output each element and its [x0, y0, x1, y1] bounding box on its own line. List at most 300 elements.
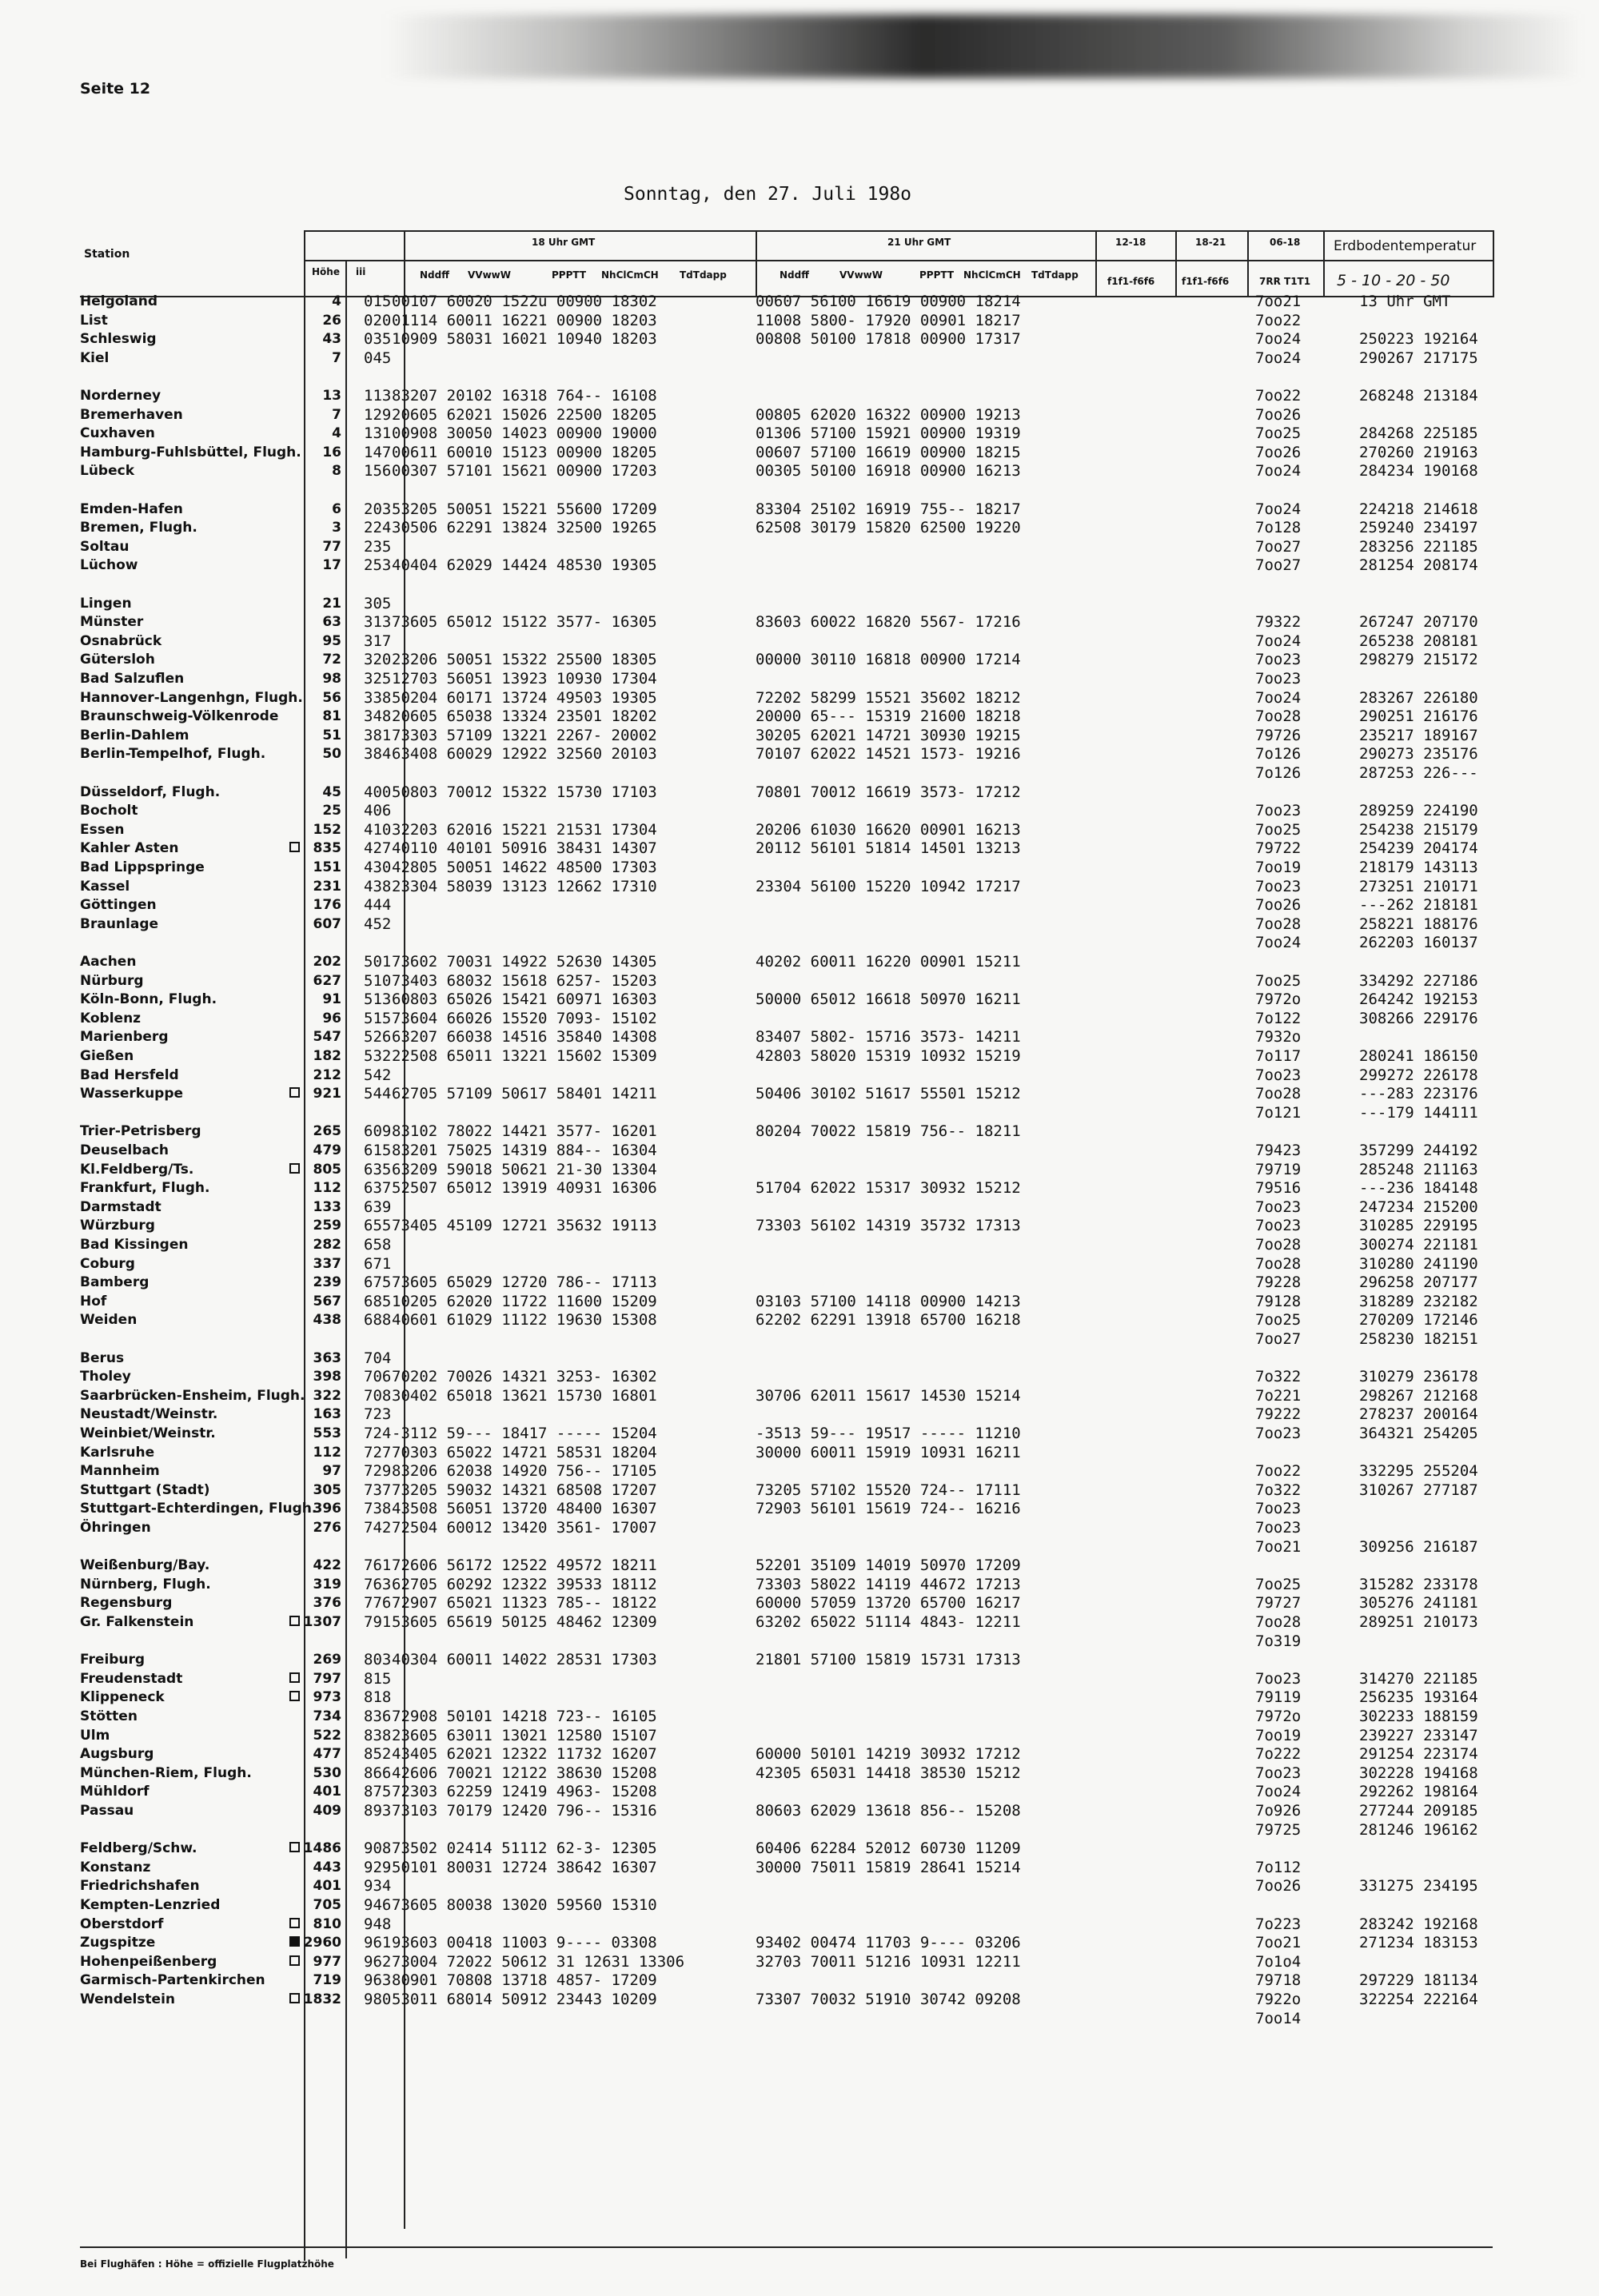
station-name: Friedrichshafen — [80, 1878, 200, 1895]
obs-21-gmt: 20000 65--- 15319 21600 18218 — [756, 708, 1021, 726]
group-12-18: 79719 — [1255, 1160, 1302, 1178]
station-height: 43 — [322, 331, 341, 348]
group-12-18: 7o223 — [1255, 1915, 1302, 1933]
station-id: 381 — [364, 726, 392, 744]
group-12-18: 7oo27 — [1255, 556, 1302, 575]
soil-temperature: 281254 208174 — [1359, 556, 1478, 575]
station-id: 727 — [364, 1443, 392, 1461]
obs-18-gmt: 63408 60029 12922 32560 20103 — [392, 745, 657, 763]
station-name: Bremen, Flugh. — [80, 520, 197, 536]
soil-temperature: ---262 218181 — [1359, 896, 1478, 915]
station-name: Nürnberg, Flugh. — [80, 1576, 211, 1592]
obs-18-gmt: 50204 60171 13724 49503 19305 — [392, 688, 657, 707]
station-name: Berus — [80, 1349, 125, 1366]
soil-temperature: 283242 192168 — [1359, 1915, 1478, 1933]
station-name: Konstanz — [80, 1859, 151, 1875]
obs-21-gmt: 00305 50100 16918 00900 16213 — [756, 462, 1021, 480]
header-21-col1: Nddff — [780, 269, 809, 281]
obs-18-gmt: 73303 57109 13221 2267- 20002 — [392, 726, 657, 744]
station-name: Tholey — [80, 1369, 131, 1385]
station-id: 147 — [364, 443, 392, 461]
station-id: 513 — [364, 991, 392, 1009]
station-name: Cuxhaven — [80, 425, 155, 442]
station-height: 479 — [313, 1142, 341, 1158]
station-id: 510 — [364, 971, 392, 990]
obs-18-gmt: 23206 50051 15322 25500 18305 — [392, 651, 657, 669]
station-height: 96 — [322, 1010, 341, 1026]
mountain-station-box-icon — [289, 1936, 300, 1947]
station-height: 182 — [313, 1048, 341, 1064]
soil-temperature: 308266 229176 — [1359, 1009, 1478, 1027]
table-row — [80, 1991, 1599, 2008]
table-row — [80, 1198, 1599, 1216]
station-name: List — [80, 312, 108, 329]
obs-21-gmt: 30205 62021 14721 30930 19215 — [756, 726, 1021, 744]
obs-18-gmt: 73605 65029 12720 786-- 17113 — [392, 1274, 657, 1292]
header-18-col3: PPPTT — [552, 269, 587, 281]
station-height: 56 — [322, 689, 341, 706]
station-height: 337 — [313, 1255, 341, 1272]
station-height: 63 — [322, 614, 341, 631]
station-id: 836 — [364, 1708, 392, 1725]
obs-18-gmt: 30402 65018 13621 15730 16801 — [392, 1386, 657, 1405]
station-height: 239 — [313, 1274, 341, 1291]
station-height: 112 — [313, 1444, 341, 1461]
station-height: 522 — [313, 1727, 341, 1744]
table-row — [80, 1387, 1599, 1405]
group-12-18: 7972o — [1255, 1708, 1302, 1725]
obs-18-gmt: 00611 60010 15123 00900 18205 — [392, 443, 657, 461]
group-12-18: 7oo27 — [1255, 1330, 1302, 1348]
table-row — [80, 896, 1599, 914]
group-12-18: 7oo23 — [1255, 877, 1302, 895]
group-12-18: 7oo28 — [1255, 708, 1302, 726]
station-name: Kahler Asten — [80, 840, 179, 857]
obs-21-gmt: 60000 57059 13720 65700 16217 — [756, 1594, 1021, 1612]
obs-21-gmt: 73303 58022 14119 44672 17213 — [756, 1575, 1021, 1593]
group-12-18: 7oo24 — [1255, 1783, 1302, 1801]
station-height: 409 — [313, 1803, 341, 1819]
group-12-18: 7oo23 — [1255, 1198, 1302, 1216]
obs-18-gmt: 01114 60011 16221 00900 18203 — [392, 311, 657, 329]
obs-18-gmt: 40304 60011 14022 28531 17303 — [392, 1651, 657, 1669]
station-name: Lüchow — [80, 557, 138, 574]
obs-18-gmt: 43508 56051 13720 48400 16307 — [392, 1500, 657, 1518]
station-id: 761 — [364, 1557, 392, 1575]
obs-18-gmt: 73605 80038 13020 59560 15310 — [392, 1896, 657, 1914]
station-id: 704 — [364, 1349, 392, 1367]
group-12-18: 7oo24 — [1255, 349, 1302, 367]
station-name: Stuttgart-Echterdingen, Flugh. — [80, 1501, 317, 1517]
station-id: 658 — [364, 1236, 392, 1254]
soil-temperature: 268248 213184 — [1359, 387, 1478, 405]
soil-temperature: 357299 244192 — [1359, 1142, 1478, 1159]
table-row — [80, 1236, 1599, 1254]
mountain-station-box-icon — [289, 1918, 300, 1928]
station-id: 609 — [364, 1122, 392, 1141]
group-12-18: 7o112 — [1255, 1858, 1302, 1876]
group-12-18: 79718 — [1255, 1971, 1302, 1990]
group-12-18: 79228 — [1255, 1274, 1302, 1292]
obs-18-gmt: 00307 57101 15621 00900 17203 — [392, 462, 657, 480]
station-height: 91 — [322, 991, 341, 1008]
table-row — [80, 783, 1599, 801]
station-name: Neustadt/Weinstr. — [80, 1406, 218, 1423]
table-row — [80, 1500, 1599, 1517]
station-id: 430 — [364, 859, 392, 876]
table-row — [80, 556, 1599, 574]
station-name: Münster — [80, 614, 144, 631]
group-12-18: 79128 — [1255, 1292, 1302, 1310]
station-id: 203 — [364, 500, 392, 518]
obs-18-gmt: 73605 65012 15122 3577- 16305 — [392, 613, 657, 632]
obs-21-gmt: 03103 57100 14118 00900 14213 — [756, 1292, 1021, 1310]
obs-18-gmt: 20605 62021 15026 22500 18205 — [392, 405, 657, 424]
soil-temperature: 287253 226--- — [1359, 764, 1478, 782]
station-id: 045 — [364, 349, 392, 367]
station-height: 835 — [313, 840, 341, 857]
station-name: Augsburg — [80, 1746, 154, 1763]
soil-temperature: 296258 207177 — [1359, 1274, 1478, 1292]
group-12-18: 7oo24 — [1255, 330, 1302, 349]
station-height: 202 — [313, 954, 341, 970]
soil-temperature: 273251 210171 — [1359, 877, 1478, 895]
soil-temperature: 289251 210173 — [1359, 1613, 1478, 1631]
station-name: Kempten-Lenzried — [80, 1897, 221, 1913]
group-12-18: 7o126 — [1255, 745, 1302, 763]
station-height: 363 — [313, 1349, 341, 1366]
table-row — [80, 1576, 1599, 1593]
station-id: 325 — [364, 670, 392, 688]
table-row — [80, 1311, 1599, 1329]
station-id: 427 — [364, 839, 392, 858]
station-height: 269 — [313, 1652, 341, 1668]
station-id: 035 — [364, 330, 392, 349]
obs-21-gmt: 23304 56100 15220 10942 17217 — [756, 877, 1021, 895]
station-id: 852 — [364, 1745, 392, 1764]
table-row — [80, 915, 1599, 933]
station-height: 477 — [313, 1746, 341, 1763]
soil-temperature: 280241 186150 — [1359, 1047, 1478, 1065]
table-row — [80, 1047, 1599, 1065]
group-12-18: 7oo23 — [1255, 651, 1302, 669]
obs-21-gmt: 00808 50100 17818 00900 17317 — [756, 330, 1021, 349]
soil-temperature: 302228 194168 — [1359, 1764, 1478, 1782]
obs-21-gmt: 62202 62291 13918 65700 16218 — [756, 1311, 1021, 1329]
obs-21-gmt: 63202 65022 51114 4843- 12211 — [756, 1613, 1021, 1631]
header-18-col5: TdTdapp — [680, 269, 727, 281]
station-id: 875 — [364, 1783, 392, 1801]
table-row — [80, 1217, 1599, 1234]
table-row — [80, 1085, 1599, 1102]
table-row — [80, 538, 1599, 556]
obs-18-gmt: 60803 65026 15421 60971 16303 — [392, 991, 657, 1009]
footnote: Bei Flughäfen : Höhe = offizielle Flugplatzhöhe — [80, 2258, 334, 2270]
obs-18-gmt: 40404 62029 14424 48530 19305 — [392, 556, 657, 575]
station-name: München-Riem, Flugh. — [80, 1764, 252, 1781]
station-name: Bad Lippspringe — [80, 859, 205, 875]
station-id: 400 — [364, 783, 392, 801]
station-id: 384 — [364, 745, 392, 763]
table-row — [80, 1538, 1599, 1556]
station-id: 544 — [364, 1085, 392, 1103]
obs-21-gmt: 51704 62022 15317 30932 15212 — [756, 1179, 1021, 1198]
table-row — [80, 821, 1599, 839]
table-row — [80, 444, 1599, 461]
table-row — [80, 651, 1599, 668]
soil-temperature: 265238 208181 — [1359, 632, 1478, 650]
station-id: 738 — [364, 1500, 392, 1518]
group-12-18: 79119 — [1255, 1688, 1302, 1707]
soil-temperature: 322254 222164 — [1359, 1991, 1478, 2008]
group-12-18: 7oo21 — [1255, 1934, 1302, 1952]
station-name: Weinbiet/Weinstr. — [80, 1425, 216, 1441]
table-row — [80, 1519, 1599, 1537]
table-row — [80, 1632, 1599, 1650]
obs-18-gmt: 62705 57109 50617 58401 14211 — [392, 1085, 657, 1103]
station-name: Schleswig — [80, 331, 157, 348]
station-name: Hohenpeißenberg — [80, 1953, 217, 1970]
group-12-18: 7oo23 — [1255, 670, 1302, 688]
table-row — [80, 1915, 1599, 1933]
station-height: 305 — [313, 1481, 341, 1498]
header-station: Station — [84, 248, 130, 261]
obs-21-gmt: 30706 62011 15617 14530 15214 — [756, 1386, 1021, 1405]
col-sep-18 — [756, 230, 757, 297]
station-height: 547 — [313, 1029, 341, 1046]
obs-18-gmt: 80901 70808 13718 4857- 17209 — [392, 1971, 657, 1990]
group-12-18: 7oo23 — [1255, 1066, 1302, 1084]
group-12-18: 7oo26 — [1255, 443, 1302, 461]
soil-temperature: 310280 241190 — [1359, 1254, 1478, 1273]
obs-18-gmt: 72908 50101 14218 723-- 16105 — [392, 1708, 657, 1725]
obs-21-gmt: 30000 60011 15919 10931 16211 — [756, 1443, 1021, 1461]
group-12-18: 79726 — [1255, 726, 1302, 744]
footer-line — [80, 2246, 1493, 2248]
table-row — [80, 953, 1599, 971]
station-name: Bad Salzuflen — [80, 671, 185, 687]
soil-temperature: 264242 192153 — [1359, 991, 1478, 1009]
station-id: 305 — [364, 594, 392, 612]
group-12-18: 7oo25 — [1255, 1311, 1302, 1329]
station-name: Trier-Petrisberg — [80, 1123, 201, 1140]
table-row — [80, 1161, 1599, 1178]
group-12-18: 79222 — [1255, 1405, 1302, 1424]
station-height: 152 — [313, 821, 341, 838]
mountain-station-box-icon — [289, 1616, 300, 1626]
obs-18-gmt: 50101 80031 12724 38642 16307 — [392, 1858, 657, 1876]
table-row — [80, 1764, 1599, 1782]
station-name: Gießen — [80, 1048, 134, 1064]
station-name: Kassel — [80, 878, 130, 895]
group-12-18: 7oo25 — [1255, 1575, 1302, 1593]
obs-21-gmt: 30000 75011 15819 28641 15214 — [756, 1858, 1021, 1876]
station-height: 2960 — [303, 1935, 341, 1951]
station-height: 25 — [322, 803, 341, 819]
station-id: 729 — [364, 1462, 392, 1481]
obs-18-gmt: 53011 68014 50912 23443 10209 — [392, 1991, 657, 2008]
obs-21-gmt: 70801 70012 16619 3573- 17212 — [756, 783, 1021, 801]
obs-18-gmt: 93603 00418 11003 9---- 03308 — [392, 1934, 657, 1952]
soil-temperature: 247234 215200 — [1359, 1198, 1478, 1216]
table-row — [80, 293, 1599, 310]
soil-temperature: 283267 226180 — [1359, 688, 1478, 707]
station-height: 98 — [322, 671, 341, 687]
group-12-18: 7972o — [1255, 991, 1302, 1009]
header-period-3: 06-18 — [1270, 237, 1301, 248]
table-row — [80, 1142, 1599, 1159]
station-height: 1832 — [303, 1991, 341, 2007]
group-12-18: 7oo21 — [1255, 293, 1302, 310]
soil-temperature: 318289 232182 — [1359, 1292, 1478, 1310]
table-row — [80, 1727, 1599, 1744]
group-12-18: 7oo24 — [1255, 688, 1302, 707]
station-id: 501 — [364, 953, 392, 971]
station-id: 235 — [364, 537, 392, 556]
station-name: Oberstdorf — [80, 1915, 164, 1932]
station-height: 977 — [313, 1953, 341, 1970]
group-12-18: 7oo24 — [1255, 934, 1302, 952]
obs-18-gmt: 10909 58031 16021 10940 18203 — [392, 330, 657, 349]
obs-21-gmt: 60000 50101 14219 30932 17212 — [756, 1745, 1021, 1764]
table-row — [80, 1859, 1599, 1876]
header-18-col1: Nddff — [420, 269, 449, 281]
obs-18-gmt: 83201 75025 14319 884-- 16304 — [392, 1142, 657, 1159]
table-row — [80, 1953, 1599, 1971]
station-id: 526 — [364, 1028, 392, 1046]
table-row — [80, 689, 1599, 707]
table-row — [80, 745, 1599, 763]
station-name: Nürburg — [80, 972, 144, 989]
soil-temperature: 315282 233178 — [1359, 1575, 1478, 1593]
obs-18-gmt: 72303 62259 12419 4963- 15208 — [392, 1783, 657, 1801]
table-row — [80, 1179, 1599, 1197]
table-row — [80, 500, 1599, 518]
station-id: 961 — [364, 1934, 392, 1952]
table-row — [80, 368, 1599, 385]
table-row — [80, 387, 1599, 405]
station-height: 396 — [313, 1501, 341, 1517]
obs-21-gmt: 60406 62284 52012 60730 11209 — [756, 1840, 1021, 1858]
station-name: Freudenstadt — [80, 1670, 183, 1687]
station-height: 319 — [313, 1576, 341, 1592]
table-row — [80, 1425, 1599, 1442]
group-12-18: 7oo28 — [1255, 1613, 1302, 1631]
soil-temperature: 250223 192164 — [1359, 330, 1478, 349]
obs-21-gmt: 83603 60022 16820 5567- 17216 — [756, 613, 1021, 632]
station-height: 553 — [313, 1425, 341, 1441]
table-row — [80, 1934, 1599, 1951]
group-12-18: 7932o — [1255, 1028, 1302, 1046]
obs-18-gmt: 23304 58039 13123 12662 17310 — [392, 877, 657, 895]
station-height: 231 — [313, 878, 341, 895]
soil-temperature: 262203 160137 — [1359, 934, 1478, 952]
station-height: 438 — [313, 1312, 341, 1329]
obs-21-gmt: 00805 62020 16322 00900 19213 — [756, 405, 1021, 424]
soil-temperature: 290251 216176 — [1359, 708, 1478, 726]
obs-21-gmt: 52201 35109 14019 50970 17209 — [756, 1557, 1021, 1575]
station-name: Köln-Bonn, Flugh. — [80, 991, 217, 1008]
soil-temperature: ---236 184148 — [1359, 1179, 1478, 1198]
mountain-station-box-icon — [289, 1691, 300, 1701]
group-12-18: 7oo14 — [1255, 2009, 1302, 2027]
station-id: 893 — [364, 1802, 392, 1820]
soil-temperature: 270209 172146 — [1359, 1311, 1478, 1329]
table-row — [80, 613, 1599, 631]
group-12-18: 7oo22 — [1255, 1462, 1302, 1481]
table-row — [80, 1708, 1599, 1725]
soil-temperature: 258230 182151 — [1359, 1330, 1478, 1348]
table-row — [80, 1405, 1599, 1423]
obs-21-gmt: 72903 56101 15619 724-- 16216 — [756, 1500, 1021, 1518]
page-title: Sonntag, den 27. Juli 198o — [624, 184, 912, 205]
group-12-18: 7o319 — [1255, 1632, 1302, 1650]
obs-18-gmt: 00107 60020 1522u 00900 18302 — [392, 293, 657, 310]
table-row — [80, 632, 1599, 650]
table-row — [80, 839, 1599, 857]
station-id: 706 — [364, 1368, 392, 1386]
soil-temperature: 297229 181134 — [1359, 1971, 1478, 1990]
station-name: Zugspitze — [80, 1935, 156, 1951]
table-row — [80, 802, 1599, 819]
station-id: 963 — [364, 1971, 392, 1990]
group-12-18: 79423 — [1255, 1142, 1302, 1159]
header-21-col3: PPPTT — [919, 269, 955, 281]
group-12-18: 7oo25 — [1255, 971, 1302, 990]
station-id: 866 — [364, 1764, 392, 1782]
group-12-18: 7o128 — [1255, 519, 1302, 537]
obs-21-gmt: 21801 57100 15819 15731 17313 — [756, 1651, 1021, 1669]
soil-temperature: 298267 212168 — [1359, 1386, 1478, 1405]
station-height: 212 — [313, 1066, 341, 1083]
soil-temperature: 309256 216187 — [1359, 1537, 1478, 1556]
table-row — [80, 481, 1599, 499]
group-12-18: 7o1o4 — [1255, 1952, 1302, 1971]
group-12-18: 7oo28 — [1255, 915, 1302, 933]
obs-18-gmt: 73205 59032 14321 68508 17207 — [392, 1481, 657, 1499]
table-row — [80, 1293, 1599, 1310]
table-row — [80, 349, 1599, 367]
station-height: 21 — [322, 595, 341, 612]
table-row — [80, 576, 1599, 593]
header-period-2: 18-21 — [1195, 237, 1226, 248]
station-name: Bremerhaven — [80, 406, 183, 423]
group-12-18: 7o121 — [1255, 1103, 1302, 1122]
table-row — [80, 1444, 1599, 1461]
station-name: Deuselbach — [80, 1142, 169, 1158]
obs-18-gmt: 20605 65038 13324 23501 18202 — [392, 708, 657, 726]
station-name: Braunschweig-Völkenrode — [80, 708, 279, 725]
station-name: Karlsruhe — [80, 1444, 155, 1461]
mountain-station-box-icon — [289, 1993, 300, 2003]
station-id: 763 — [364, 1575, 392, 1593]
station-name: Düsseldorf, Flugh. — [80, 783, 221, 800]
group-12-18: 7oo26 — [1255, 896, 1302, 915]
obs-21-gmt: 42803 58020 15319 10932 15219 — [756, 1047, 1021, 1065]
station-id: 948 — [364, 1915, 392, 1933]
mountain-station-box-icon — [289, 1087, 300, 1098]
table-row — [80, 1877, 1599, 1895]
group-12-18: 7oo23 — [1255, 1500, 1302, 1518]
soil-temperature: 284234 190168 — [1359, 462, 1478, 480]
table-row — [80, 934, 1599, 951]
obs-21-gmt: 70107 62022 14521 1573- 19216 — [756, 745, 1021, 763]
table-row — [80, 1122, 1599, 1140]
station-height: 401 — [313, 1784, 341, 1800]
obs-21-gmt: 11008 5800- 17920 00901 18217 — [756, 311, 1021, 329]
obs-18-gmt: 72606 56172 12522 49572 18211 — [392, 1557, 657, 1575]
obs-21-gmt: 42305 65031 14418 38530 15212 — [756, 1764, 1021, 1782]
